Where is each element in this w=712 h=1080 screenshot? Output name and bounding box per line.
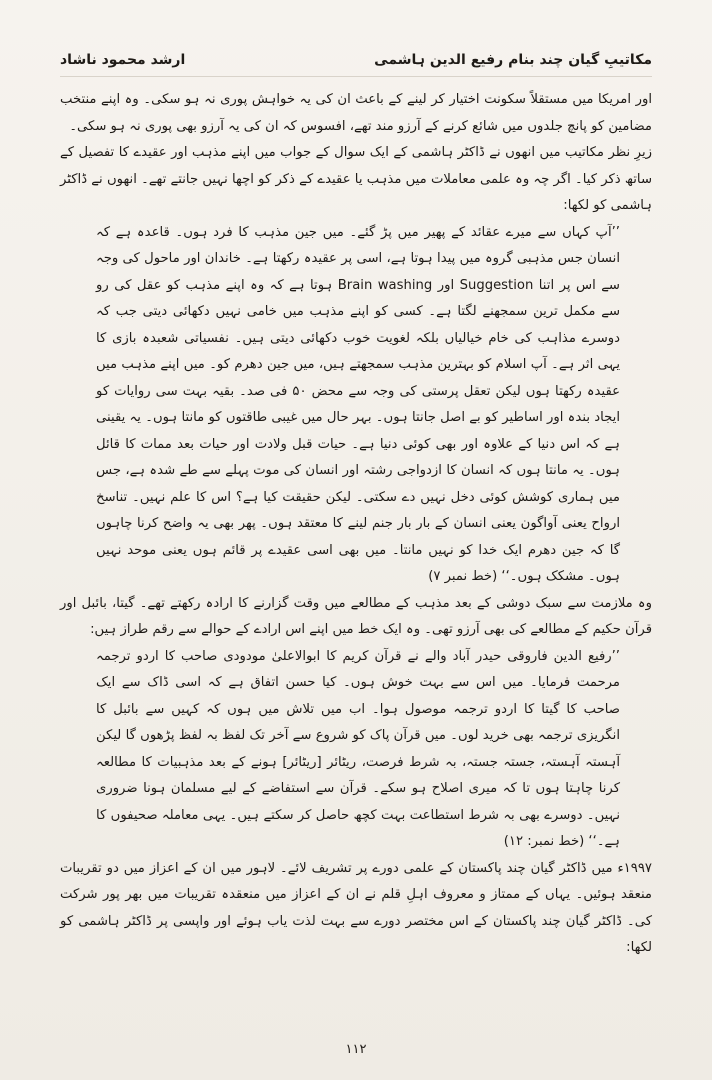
page-content bbox=[60, 87, 652, 962]
paragraph-3: وہ ملازمت سے سبک دوشی کے بعد مذہب کے مطالعے میں وقت گزارنے کا ارادہ رکھتے تھے۔ گیتا، بائبل اور قرآن حکیم کے مطالعے کی بھی آرزو تھی۔ وہ ایک خط میں اپنے اس ارادے کے حوالے سے رقم طراز ہیں: bbox=[60, 595, 652, 637]
block-quote-1: ’’آپ کہاں سے میرے عقائد کے پھیر میں پڑ گئے۔ میں جین مذہب کا فرد ہوں۔ قاعدہ ہے کہ انسان جس مذہبی گروہ میں پیدا ہوتا ہے، اسی پر عقیدہ رکھتا ہے۔ خاندان اور ماحول کی وجہ سے اس پر اتنا Suggestion اور Brain washing ہوتا ہے کہ وہ اپنے مذہب کو عقل کی رو سے مکمل ترین سمجھنے لگتا ہے۔ کسی کو اپنے مذہب میں خامی نہیں دکھائی دیتی جب کہ دوسرے مذاہب کی خام خیالیاں بلکہ لغویت خوب دکھائی دیتی ہیں۔ نفسیاتی شعبدہ بازی کا یہی اثر ہے۔ آپ اسلام کو بہترین مذہب سمجھتے ہیں، میں جین دھرم کو۔ میں اپنے مذہب میں عقیدہ رکھتا ہوں لیکن تعقل پرستی کی وجہ سے محض ۵۰ فی صد۔ بقیہ بہت سی روایات کو ایجاد بندہ اور اساطیر کو بے اصل جانتا ہوں۔ بہر حال میں غیبی طاقتوں کو مانتا ہوں۔ یہ یقینی ہے کہ اس دنیا کے علاوہ اور بھی کوئی دنیا ہے۔ حیات قبل ولادت اور حیات بعد ممات کا قائل ہوں۔ یہ مانتا ہوں کہ انسان کا ازدواجی رشتہ اور انسان کی موت پہلے سے طے شدہ ہے، جس میں ہماری کوشش کوئی دخل نہیں دے سکتی۔ لیکن حقیقت کیا ہے؟ اس کا علم نہیں۔ تناسخ ارواح یعنی آواگون یعنی انسان کے بار بار جنم لینے کا معتقد ہوں۔ پھر بھی یہ واضح کرنا چاہوں گا کہ جین دھرم ایک خدا کو نہیں مانتا۔ میں بھی اسی عقیدے پر قائم ہوں یعنی موحد نہیں ہوں۔ مشکک ہوں۔‘‘ (خط نمبر ۷) bbox=[96, 224, 620, 584]
block-quote-2: ’’رفیع الدین فاروقی حیدر آباد والے نے قرآن کریم کا ابوالاعلیٰ مودودی صاحب کا اردو ترجمہ مرحمت فرمایا۔ میں اس سے بہت خوش ہوں۔ کیا حسن اتفاق ہے کہ اسی ڈاک سے ایک صاحب کا گیتا کا اردو ترجمہ موصول ہوا۔ اب میں تلاش میں ہوں کہ کہیں سے بائبل کا انگریزی ترجمہ بھی خرید لوں۔ میں قرآن پاک کو شروع سے آخر تک لفظ بہ لفظ پڑھوں گا لیکن آہستہ آہستہ، جستہ جستہ، بہ شرط فرصت، ریٹائر [ریٹائر] ہونے کے بعد مذہبیات کا مطالعہ کرنا چاہتا ہوں تا کہ میری اصلاح ہو سکے۔ قرآن سے استفاضے کے لیے مسلمان ہونا ضروری نہیں۔ دوسرے بھی بہ شرط استطاعت بہت کچھ حاصل کر سکتے ہیں۔ یہی معاملہ صحیفوں کا ہے۔‘‘ (خط نمبر: ۱۲) bbox=[96, 648, 620, 849]
page-number: ۱۱۲ bbox=[345, 1042, 367, 1057]
header-book-title: مکاتیبِ گیان چند بنام رفیع الدین ہاشمی bbox=[374, 52, 652, 68]
paragraph-2: زیرِ نظر مکاتیب میں انھوں نے ڈاکٹر ہاشمی کے ایک سوال کے جواب میں اپنے مذہب اور عقیدے کا تفصیل کے ساتھ ذکر کیا۔ اگر چہ وہ علمی معاملات میں مذہب یا عقیدے کے ذکر کو اچھا نہیں جانتے تھے۔ انھوں نے ڈاکٹر ہاشمی کو لکھا: bbox=[60, 145, 652, 213]
header-author: ارشد محمود ناشاد bbox=[60, 52, 186, 68]
running-header bbox=[60, 52, 652, 77]
paragraph-1: اور امریکا میں مستقلاً سکونت اختیار کر لینے کے باعث ان کی یہ خواہش پوری نہ ہو سکی۔ وہ اپنے منتخب مضامین کو پانچ جلدوں میں شائع کرنے کے آرزو مند تھے، افسوس کہ ان کی یہ آرزو بھی پوری نہ ہو سکی۔ bbox=[60, 92, 652, 134]
paragraph-4: ۱۹۹۷ء میں ڈاکٹر گیان چند پاکستان کے علمی دورے پر تشریف لائے۔ لاہور میں ان کے اعزاز میں دو تقریبات منعقد ہوئیں۔ یہاں کے ممتاز و معروف اہلِ قلم نے ان کے اعزاز میں منعقدہ تقریبات میں بھر پور شرکت کی۔ ڈاکٹر گیان چند پاکستان کے اس مختصر دورے سے بہت لذت یاب ہوئے اور واپسی پر ڈاکٹر ہاشمی کو لکھا: bbox=[60, 860, 652, 955]
